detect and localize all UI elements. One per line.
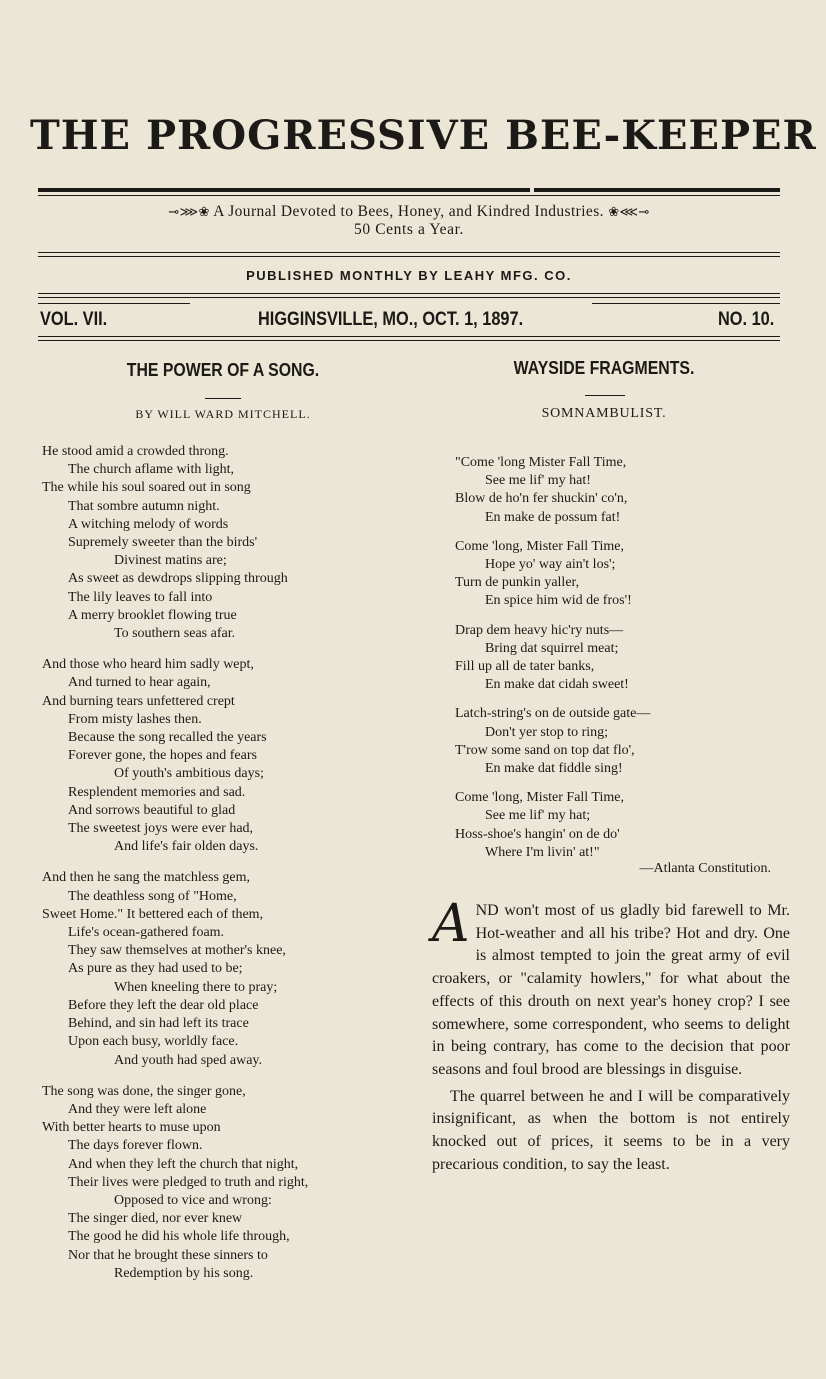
masthead-title: THE PROGRESSIVE BEE-KEEPER [30, 112, 817, 159]
left-poem-line: And burning tears unfettered crept [42, 693, 235, 709]
subscription-price: 50 Cents a Year. [354, 221, 464, 238]
left-poem-line: And turned to hear again, [68, 675, 211, 691]
right-title-rule [585, 395, 625, 396]
right-ornament: ❀⋘⊸ [608, 204, 650, 219]
left-poem-line: Resplendent memories and sad. [68, 784, 246, 800]
left-poem-line: As sweet as dewdrops slipping through [68, 571, 288, 587]
left-poem-line: The lily leaves to fall into [68, 589, 213, 605]
right-poem-line: Fill up all de tater banks, [455, 659, 595, 675]
left-article-title: THE POWER OF A SONG. [126, 360, 320, 380]
left-poem-line: The days forever flown. [68, 1138, 203, 1154]
right-poem-line: Turn de punkin yaller, [455, 575, 580, 591]
left-poem-line: And youth had sped away. [114, 1052, 263, 1068]
left-poem-line: From misty lashes then. [68, 711, 202, 727]
right-poem-credit: —Atlanta Constitution. [639, 861, 771, 876]
left-poem-line: A witching melody of words [68, 516, 229, 532]
left-poem-line: Sweet Home." It bettered each of them, [42, 906, 264, 922]
dropcap: A [432, 894, 470, 954]
left-poem-stanza [42, 1083, 422, 1283]
right-poem-stanza [455, 622, 773, 695]
right-prose [432, 894, 790, 1180]
right-article-byline: SOMNAMBULIST. [541, 406, 667, 421]
left-article-byline: BY WILL WARD MITCHELL. [135, 407, 311, 421]
issue-rule-2 [38, 340, 780, 341]
right-poem-line: Hoss-shoe's hangin' on de do' [455, 826, 620, 842]
left-poem-line: With better hearts to muse upon [42, 1120, 221, 1136]
left-poem-line: Because the song recalled the years [68, 730, 267, 746]
left-poem-line: And they were left alone [68, 1101, 207, 1117]
left-ornament: ⊸⋙❀ [168, 204, 210, 219]
left-poem-line: The good he did his whole life through, [68, 1229, 290, 1245]
masthead-rule-thick-right [534, 188, 780, 192]
left-poem-line: And sorrows beautiful to glad [68, 802, 236, 818]
left-poem-line: To southern seas afar. [114, 626, 236, 642]
masthead-rule-thick-left [38, 188, 530, 192]
right-poem-line: En make dat cidah sweet! [485, 677, 629, 693]
left-poem-line: The while his soul soared out in song [42, 480, 251, 496]
left-poem-stanza [42, 869, 422, 1069]
left-poem-line: They saw themselves at mother's knee, [68, 943, 286, 959]
left-poem-line: Of youth's ambitious days; [114, 766, 264, 782]
tagline-text: A Journal Devoted to Bees, Honey, and Kindred Industries. [213, 203, 604, 220]
right-poem-stanza [455, 454, 773, 527]
issue-rule-1 [38, 336, 780, 337]
right-article-title: WAYSIDE FRAGMENTS. [513, 358, 695, 378]
right-poem-line: See me lif' my hat! [485, 473, 591, 489]
right-poem-line: Drap dem heavy hic'ry nuts— [455, 622, 624, 638]
masthead-rule-thin [38, 195, 780, 196]
issue-rule-top-left [38, 303, 190, 304]
left-poem-line: Opposed to vice and wrong: [114, 1192, 272, 1208]
left-poem-line: He stood amid a crowded throng. [42, 444, 229, 459]
left-poem-line: That sombre autumn night. [68, 498, 220, 514]
prose-paragraph-1: won't most of us gladly bid farewell to Mr. Hot-weather and all his tribe? Hot and dry. One is almost tempted to join the great army of evil croakers, or "calamity howlers," for what about the effects of this drouth on next year's honey crop? I see somewhere, some correspondent, who seems to delight in being contrary, has come to the decision that poor seasons and foul brood are blessings in disguise. [432, 902, 790, 1078]
left-poem-line: Upon each busy, worldly face. [68, 1034, 239, 1050]
tagline [36, 203, 782, 221]
issue-volume: VOL. VII. [40, 309, 108, 330]
right-poem-line: See me lif' my hat; [485, 808, 591, 824]
left-poem-line: Their lives were pledged to truth and right, [68, 1174, 309, 1190]
left-poem-line: Divinest matins are; [114, 553, 227, 569]
left-poem-line: Behind, and sin had left its trace [68, 1016, 249, 1032]
left-poem-line: When kneeling there to pray; [114, 979, 278, 995]
left-poem-line: Forever gone, the hopes and fears [68, 748, 257, 764]
left-poem-line: Supremely sweeter than the birds' [68, 535, 258, 551]
right-poem-line: Come 'long, Mister Fall Time, [455, 538, 624, 554]
right-poem-line: En make de possum fat! [485, 509, 621, 525]
left-poem-line: The deathless song of "Home, [68, 888, 237, 904]
right-poem-line: Latch-string's on de outside gate— [455, 706, 651, 722]
right-poem-stanza [455, 705, 773, 778]
left-poem-line: The church aflame with light, [68, 462, 234, 478]
right-poem-line: En make dat fiddle sing! [485, 761, 623, 777]
left-poem-line: Life's ocean-gathered foam. [68, 925, 225, 941]
right-poem-line: T'row some sand on top dat flo', [455, 742, 635, 758]
tagline-rule-1 [38, 252, 780, 253]
publisher-line: PUBLISHED MONTHLY BY LEAHY MFG. CO. [246, 268, 572, 283]
tagline-rule-2 [38, 256, 780, 257]
left-poem-line: Redemption by his song. [114, 1265, 254, 1281]
issue-dateline: HIGGINSVILLE, MO., OCT. 1, 1897. [258, 309, 524, 330]
publisher-rule-1 [38, 293, 780, 294]
left-title-rule [205, 398, 241, 399]
left-poem-stanza [42, 656, 422, 856]
right-poem-line: Blow de ho'n fer shuckin' co'n, [455, 491, 628, 507]
issue-rule-top-right [592, 303, 780, 304]
left-poem-line: And life's fair olden days. [114, 839, 259, 855]
left-poem-line: The sweetest joys were ever had, [68, 821, 254, 837]
left-poem-line: The song was done, the singer gone, [42, 1083, 246, 1099]
right-poem-line: Where I'm livin' at!" [485, 844, 600, 860]
left-poem-line: As pure as they had used to be; [68, 961, 243, 977]
right-poem-stanza [455, 538, 773, 611]
issue-number: NO. 10. [718, 309, 775, 330]
right-poem-stanza [455, 789, 773, 862]
prose-lead: ND [475, 902, 499, 919]
left-poem-stanza [42, 443, 422, 643]
right-poem-line: Don't yer stop to ring; [485, 724, 609, 740]
right-poem-line: Hope yo' way ain't los'; [485, 557, 616, 573]
right-poem [455, 454, 773, 873]
prose-paragraph-2: The quarrel between he and I will be comparatively insignificant, as when the bottom is not entirely knocked out of prices, it seems to be in a very precarious condition, to say the least. [432, 1087, 790, 1173]
left-poem [42, 443, 422, 1296]
right-poem-line: En spice him wid de fros'! [485, 593, 632, 609]
left-poem-line: The singer died, nor ever knew [68, 1211, 243, 1227]
right-poem-line: Come 'long, Mister Fall Time, [455, 790, 624, 806]
publisher-rule-2 [38, 297, 780, 298]
right-poem-line: Bring dat squirrel meat; [485, 640, 619, 656]
left-poem-line: Nor that he brought these sinners to [68, 1247, 268, 1263]
right-poem-line: "Come 'long Mister Fall Time, [455, 455, 627, 470]
left-poem-line: And those who heard him sadly wept, [42, 657, 254, 673]
left-poem-line: And then he sang the matchless gem, [42, 870, 251, 886]
left-poem-line: A merry brooklet flowing true [68, 607, 237, 623]
left-poem-line: And when they left the church that night, [68, 1156, 299, 1172]
left-poem-line: Before they left the dear old place [68, 997, 259, 1013]
